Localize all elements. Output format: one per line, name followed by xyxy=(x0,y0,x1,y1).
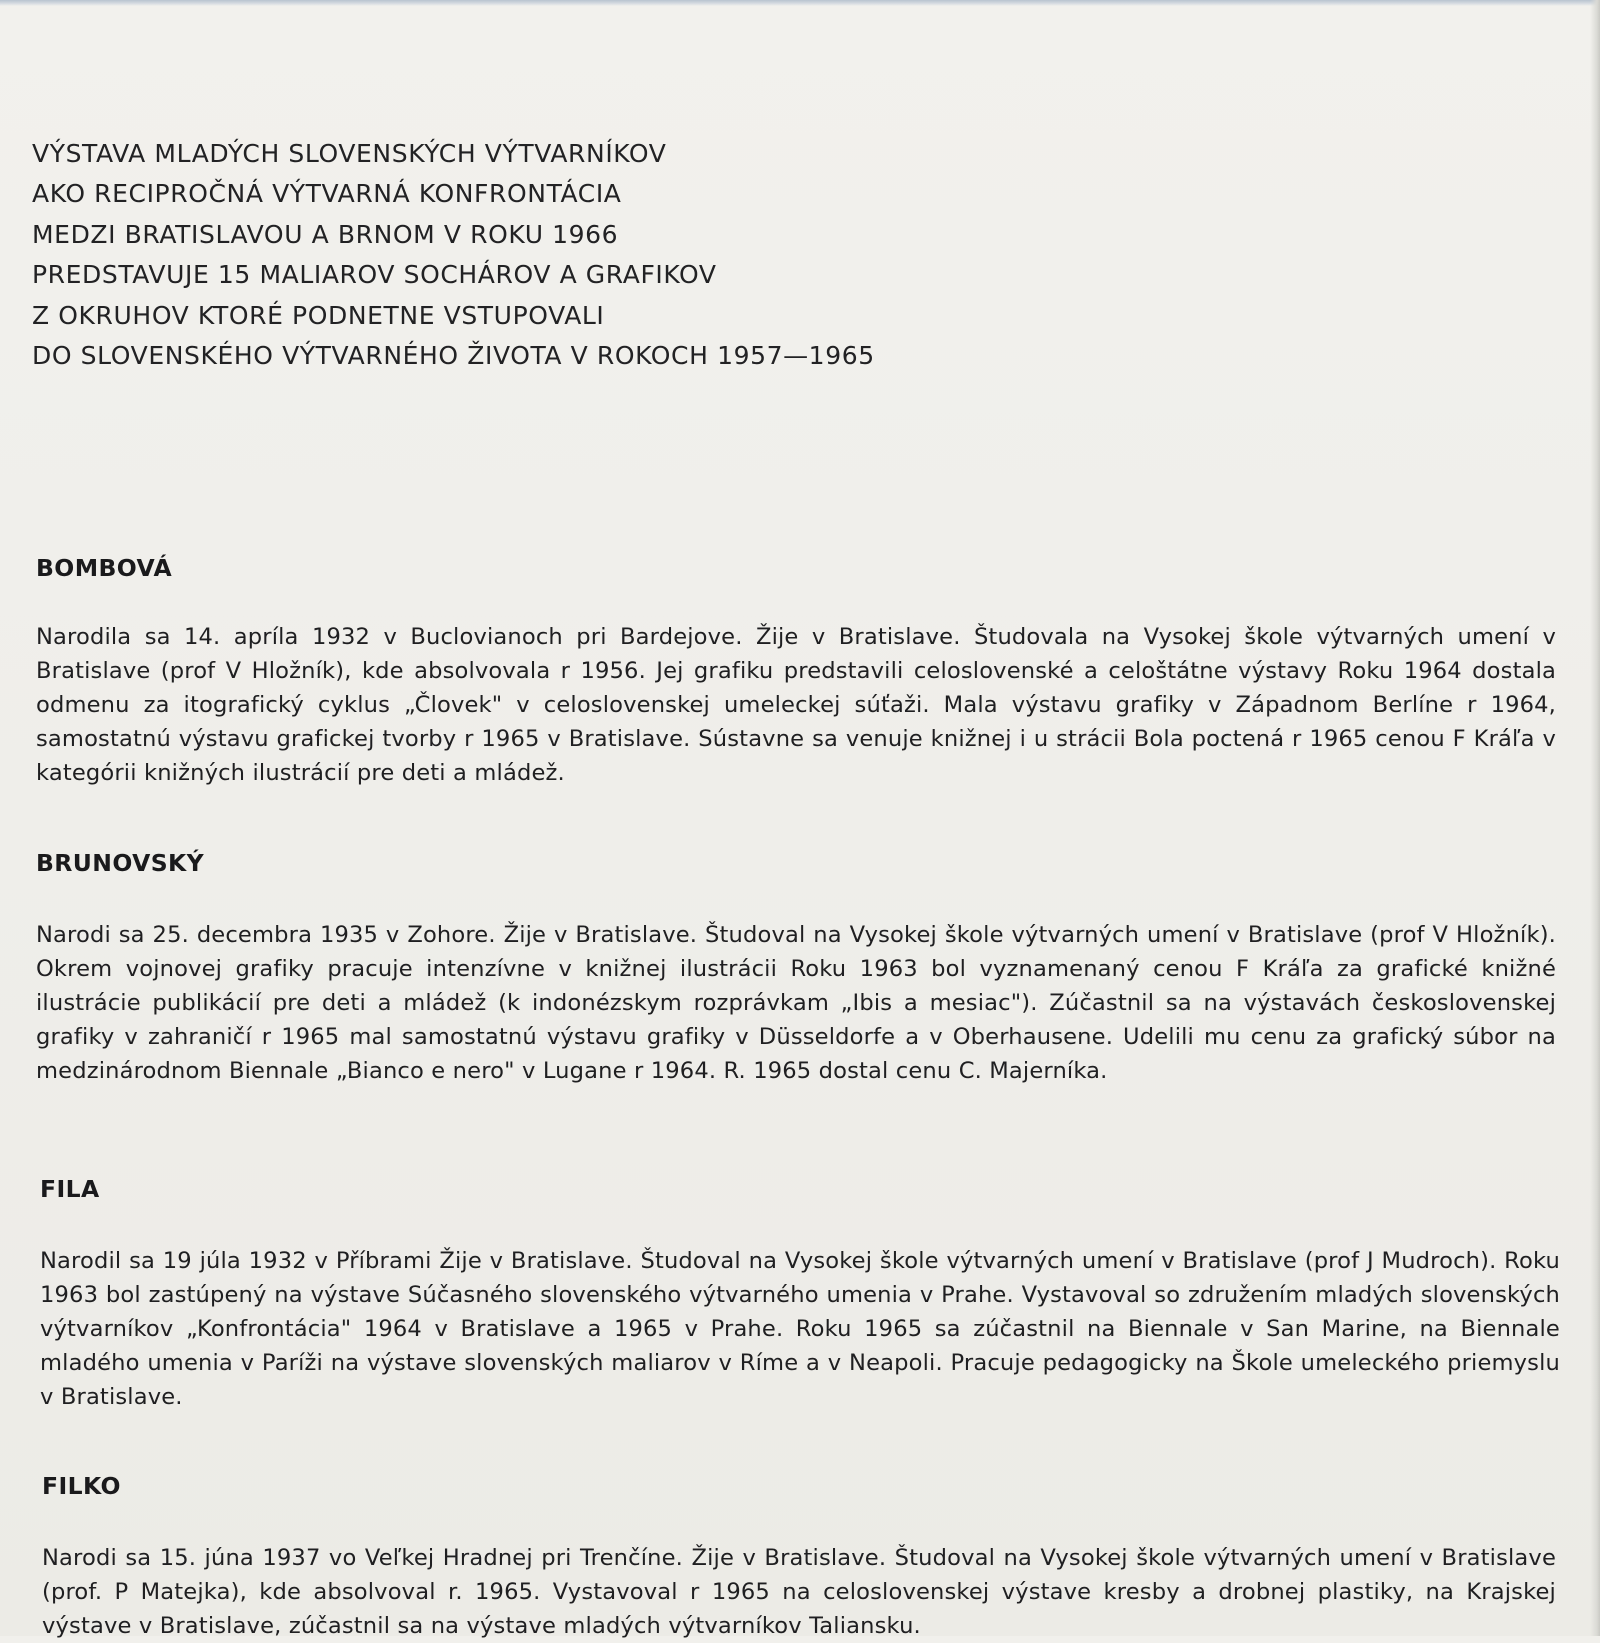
intro-statement xyxy=(32,134,875,376)
artist-name: BOMBOVÁ xyxy=(36,554,173,582)
intro-line: DO SLOVENSKÉHO VÝTVARNÉHO ŽIVOTA V ROKOCH 1957—1965 xyxy=(32,341,875,371)
artist-entry-filko xyxy=(42,1471,1556,1643)
intro-line: PREDSTAVUJE 15 MALIAROV SOCHÁROV A GRAFIKOV xyxy=(32,260,717,290)
artist-entry-bombova xyxy=(36,553,1556,790)
artist-name: FILKO xyxy=(42,1472,121,1500)
artist-biography: Narodila sa 14. apríla 1932 v Buclovianoch pri Bardejove. Žije v Bratislave. Študovala na Vysokej škole výtvarných umení v Bratislave (prof V Hložník), kde absolvovala r 1956. Jej grafiku predstavili celoslovenské a celoštátne výstavy Roku 1964 dostala odmenu za itografický cyklus „Človek" v celoslovenskej umeleckej súťaži. Mala výstavu grafiky v Západnom Berlíne r 1964, samostatnú výstavu grafickej tvorby r 1965 v Bratislave. Sústavne sa venuje knižnej i u strácii Bola poctená r 1965 cenou F Kráľa v kategórii knižných ilustrácií pre deti a mládež. xyxy=(36,624,1556,786)
page-top-edge xyxy=(0,0,1600,6)
artist-biography: Narodil sa 19 júla 1932 v Příbrami Žije v Bratislave. Študoval na Vysokej škole výtvarných umení v Bratislave (prof J Mudroch). Roku 1963 bol zastúpený na výstave Súčasného slovenského výtvarného umenia v Prahe. Vystavoval so združením mladých slovenských výtvarníkov „Konfrontácia" 1964 v Bratislave a 1965 v Prahe. Roku 1965 sa zúčastnil na Biennale v San Marine, na Biennale mladého umenia v Paríži na výstave slovenských maliarov v Ríme a v Neapoli. Pracuje pedagogicky na Škole umeleckého priemyslu v Bratislave. xyxy=(40,1248,1560,1410)
artist-entry-fila xyxy=(40,1174,1560,1414)
artist-biography: Narodi sa 15. júna 1937 vo Veľkej Hradnej pri Trenčíne. Žije v Bratislave. Študoval na Vysokej škole výtvarných umení v Bratislave (prof. P Matejka), kde absolvoval r. 1965. Vystavoval r 1965 na celoslovenskej výstave kresby a drobnej plastiky, na Krajskej výstave v Bratislave, zúčastnil sa na výstave mladých výtvarníkov Taliansku. xyxy=(42,1545,1556,1639)
page-right-edge xyxy=(1590,0,1600,1636)
intro-line: MEDZI BRATISLAVOU A BRNOM V ROKU 1966 xyxy=(32,219,619,249)
artist-name: FILA xyxy=(40,1175,100,1203)
intro-line: Z OKRUHOV KTORÉ PODNETNE VSTUPOVALI xyxy=(32,300,605,330)
artist-biography: Narodi sa 25. decembra 1935 v Zohore. Žije v Bratislave. Študoval na Vysokej škole výtvarných umení v Bratislave (prof V Hložník). Okrem vojnovej grafiky pracuje intenzívne v knižnej ilustrácii Roku 1963 bol vyznamenaný cenou F Kráľa za grafické knižné ilustrácie publikácií pre deti a mládež (k indonézskym rozprávkam „Ibis a mesiac"). Zúčastnil sa na výstavách československej grafiky v zahraničí r 1965 mal samostatnú výstavu grafiky v Düsseldorfe a v Oberhausene. Udelili mu cenu za grafický súbor na medzinárodnom Biennale „Bianco e nero" v Lugane r 1964. R. 1965 dostal cenu C. Majerníka. xyxy=(36,922,1556,1084)
artist-name: BRUNOVSKÝ xyxy=(36,849,205,877)
intro-line: AKO RECIPROČNÁ VÝTVARNÁ KONFRONTÁCIA xyxy=(32,179,622,209)
artist-entry-brunovsky xyxy=(36,848,1556,1088)
intro-line: VÝSTAVA MLADÝCH SLOVENSKÝCH VÝTVARNÍKOV xyxy=(32,139,667,168)
